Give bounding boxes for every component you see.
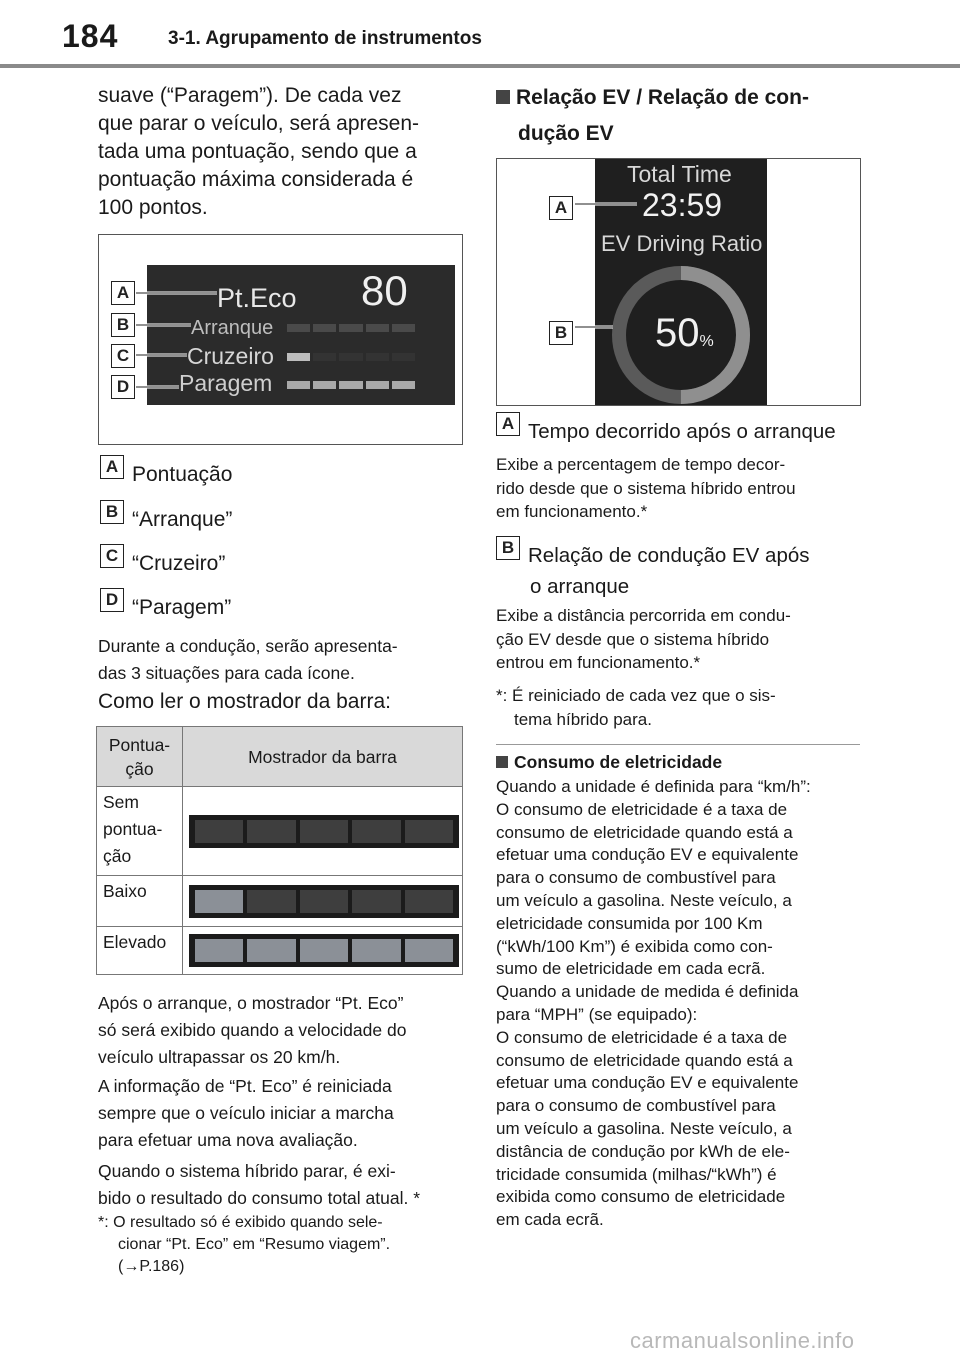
header-line: ção [125,758,154,779]
intro-paragraph [98,82,468,222]
bar-display-high [189,934,459,967]
callout-b: B [549,321,573,345]
text-line: rido desde que o sistema híbrido entrou [496,478,796,498]
text-line: consumo de eletricidade quando está a [496,1050,793,1070]
text-line: Quando o sistema híbrido parar, é exi- [98,1161,396,1181]
callout-lines [99,235,462,444]
text-line: um veículo a gasolina. Neste veículo, a [496,890,792,910]
title-line [496,537,810,571]
bar-segment [195,820,243,843]
callout-a: A [111,281,135,305]
text-line: Quando a unidade de medida é definida [496,982,799,1002]
bar-segment [405,939,453,962]
legend-item-c [100,546,226,579]
text-line: O consumo de eletricidade é a taxa de [496,799,788,819]
item-title-text: Relação de condução EV após [528,544,810,567]
text-line: Exibe a distância percorrida em condu- [496,606,791,625]
legend-text: Pontuação [132,463,233,486]
hybrid-stop-paragraph [98,1158,468,1212]
page-number: 184 [62,18,119,54]
text-line: tema híbrido para. [514,709,652,729]
intro-line: suave (“Paragem”). De cada vez [98,84,402,107]
text-line: sumo de eletricidade em cada ecrã. [496,959,766,979]
bar-segment [405,890,453,913]
item-title-text: Tempo decorrido após o arranque [528,420,836,443]
header-rule [0,64,960,68]
text-line: (“kWh/100 Km”) é exibida como con- [496,936,773,956]
bar-segment [247,820,295,843]
label-line: Baixo [103,881,147,901]
ev-ratio-heading [496,80,866,152]
item-b-text [496,604,866,675]
table-row [97,876,463,927]
total-time-label: Total Time [627,161,732,187]
text-line: efetuar uma condução EV e equivalente [496,1073,799,1093]
text-line: eletricidade consumida por 100 Km [496,913,763,933]
table-header-row [97,727,463,787]
bar-segment [352,890,400,913]
square-bullet-icon [496,90,510,104]
label-line: pontua- [103,819,163,839]
text-line: ção EV desde que o sistema híbrido [496,629,770,649]
text-line: em cada ecrã. [496,1210,604,1230]
bar-display-table [96,726,463,975]
callout-b: B [111,313,135,337]
divider [496,744,860,745]
consumo-heading [496,752,722,773]
consumo-paragraph [496,776,866,1232]
heading-line: dução EV [518,122,614,145]
item-key: B [496,536,520,560]
row-label [97,787,183,876]
text-line: entrou em funcionamento.* [496,653,701,672]
legend-key: B [100,500,124,524]
text-line: só será exibido quando a velocidade do [98,1020,407,1040]
intro-line: que parar o veículo, será apresen- [98,112,420,135]
callout-a: A [549,196,573,220]
score-value: 80 [361,267,408,314]
heading-text: Consumo de eletricidade [514,752,723,772]
legend-item-a [100,457,233,490]
text-line: *: É reiniciado de cada vez que o sis- [496,686,776,705]
ratio-value: 50 [655,311,700,355]
after-start-paragraph [98,990,468,1071]
text-line: para o consumo de combustível para [496,868,776,888]
intro-line: pontuação máxima considerada é [98,168,414,191]
text-line: Durante a condução, serão apresenta- [98,636,398,656]
watermark: carmanualsonline.info [630,1328,855,1353]
text-line: distância de condução por kWh de ele- [496,1141,790,1161]
bar-segment [247,939,295,962]
legend-item-b [100,502,233,535]
text-line: bido o resultado do consumo total atual. * [98,1188,421,1208]
text-line: das 3 situações para cada ícone. [98,663,355,683]
text-line: tricidade consumida (milhas/“kWh”) é [496,1164,777,1184]
text-line: cionar “Pt. Eco” em “Resumo viagem”. [118,1236,391,1253]
text-line: (→P.186) [118,1258,185,1275]
row-label-paragem: Paragem [179,370,273,396]
legend-text: “Paragem” [132,596,232,619]
title-line: o arranque [530,575,630,598]
table-row [97,787,463,876]
item-key: A [496,412,520,436]
text-line: para “MPH” (se equipado): [496,1004,698,1024]
text-line: Após o arranque, o mostrador “Pt. Eco” [98,993,404,1013]
label-line: Elevado [103,932,167,952]
legend-text: “Cruzeiro” [132,552,226,575]
item-b-title [496,537,810,602]
row-label [97,927,183,975]
text-line: exibida como consumo de eletricidade [496,1187,786,1207]
text-line: O consumo de eletricidade é a taxa de [496,1027,788,1047]
eco-score-figure [98,234,463,445]
text-line: efetuar uma condução EV e equivalente [496,845,799,865]
bar-segment [300,890,348,913]
right-footnote [496,684,866,731]
how-to-read-heading: Como ler o mostrador da barra: [98,690,391,713]
bar-cell [183,787,463,876]
reset-paragraph [98,1073,468,1154]
bar-segment [352,939,400,962]
bar-segment [352,820,400,843]
total-time-value: 23:59 [642,187,723,223]
col-header-bar: Mostrador da barra [183,727,463,787]
legend-key: C [100,544,124,568]
row-label-cruzeiro: Cruzeiro [187,343,274,369]
text-line: para efetuar uma nova avaliação. [98,1130,358,1150]
callout-d: D [111,375,135,399]
text-line: em funcionamento.* [496,502,648,521]
section-title: 3-1. Agrupamento de instrumentos [168,28,482,49]
header-line: Pontua- [108,734,171,755]
bar-segment [195,890,243,913]
callout-c: C [111,344,135,368]
left-footnote [98,1212,468,1278]
ratio-label: EV Driving Ratio [601,231,763,256]
heading-text: Relação EV / Relação de con- [516,86,809,109]
bar-segment [300,820,348,843]
label-line: ção [103,846,132,866]
bar-segment [247,890,295,913]
table-row [97,927,463,975]
text-line: para o consumo de combustível para [496,1096,776,1116]
intro-line: 100 pontos. [98,196,208,219]
legend-key: A [100,455,124,479]
square-bullet-icon [496,756,508,768]
text-line: um veículo a gasolina. Neste veículo, a [496,1118,792,1138]
text-line: *: O resultado só é exibido quando sele- [98,1214,383,1231]
ev-ratio-figure [496,158,861,406]
bar-segment [300,939,348,962]
legend-key: D [100,588,124,612]
label-line: Sem [103,792,139,812]
text-line: sempre que o veículo iniciar a marcha [98,1103,394,1123]
bar-segment [195,939,243,962]
bar-cell [183,876,463,927]
text-line: consumo de eletricidade quando está a [496,822,793,842]
bar-display-low [189,885,459,918]
score-label: Pt.Eco [217,283,297,313]
heading-line [496,80,866,116]
bar-segment [405,820,453,843]
text-line: Exibe a percentagem de tempo decor- [496,455,786,474]
intro-line: tada uma pontuação, sendo que a [98,140,417,163]
item-a-text [496,453,866,524]
ratio-unit: % [699,333,714,350]
row-label [97,876,183,927]
during-paragraph [98,633,468,687]
legend-item-d [100,590,232,623]
bar-cell [183,927,463,975]
bar-display-none [189,815,459,848]
legend-text: “Arranque” [132,508,233,531]
text-line: A informação de “Pt. Eco” é reiniciada [98,1076,392,1096]
row-label-arranque: Arranque [191,317,274,339]
text-line: veículo ultrapassar os 20 km/h. [98,1047,341,1067]
text-line: Quando a unidade é definida para “km/h”: [496,777,811,796]
item-a-title [496,414,836,444]
col-header-score [97,727,183,787]
